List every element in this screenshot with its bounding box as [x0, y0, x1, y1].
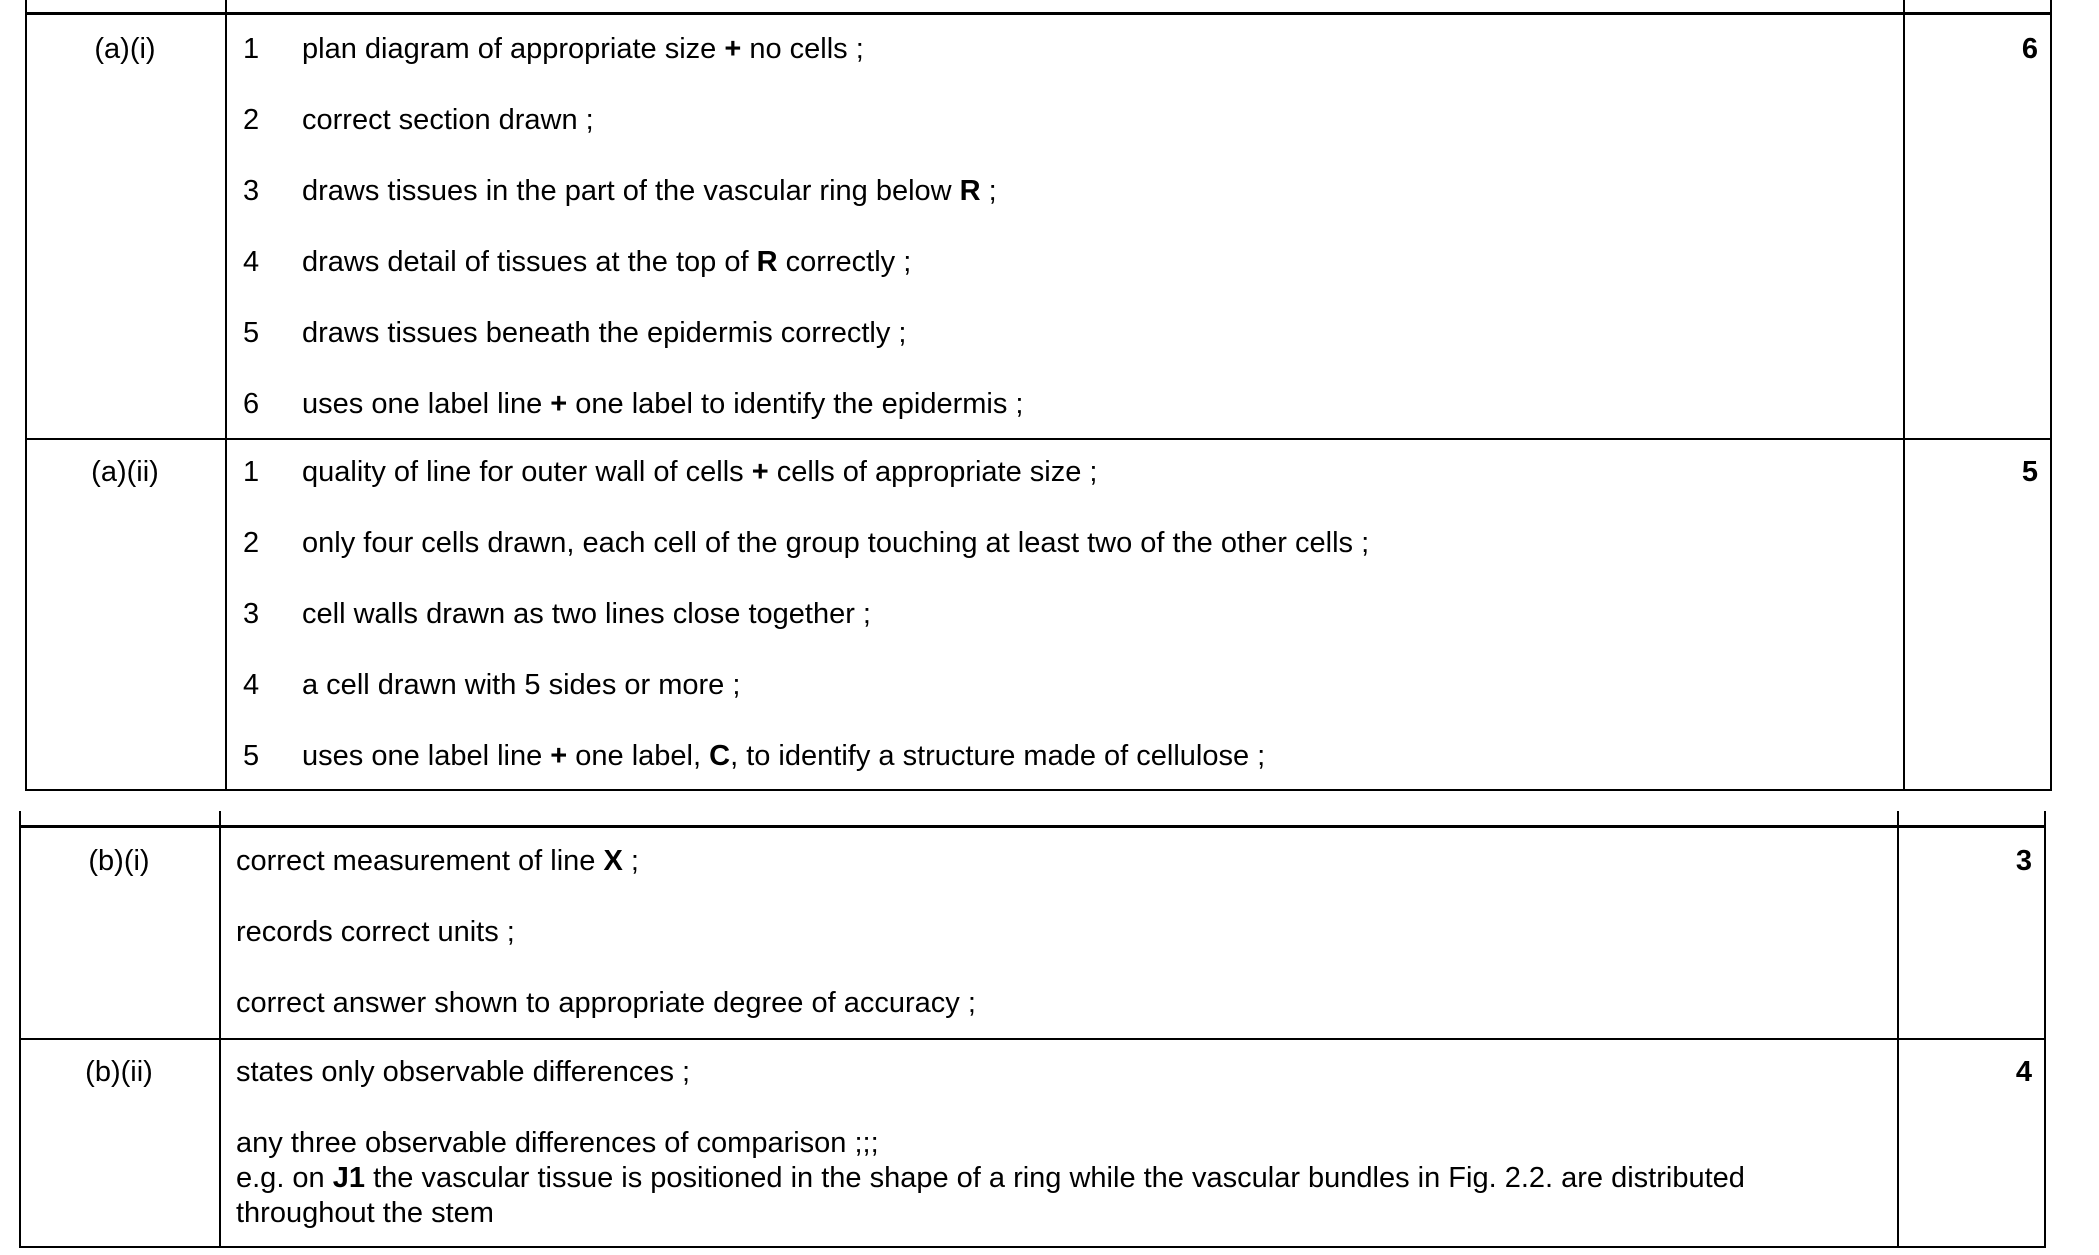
mark-point: plan diagram of appropriate size + no cells ;	[302, 33, 864, 65]
table-top-rule	[19, 825, 2046, 828]
point-number: 2	[243, 527, 260, 559]
mark-point: uses one label line + one label to identify the epidermis ;	[302, 388, 1024, 420]
point-number: 2	[243, 104, 260, 136]
point-number: 4	[243, 246, 260, 278]
mark-point: draws detail of tissues at the top of R correctly ;	[302, 246, 912, 278]
mark-point: quality of line for outer wall of cells + cells of appropriate size ;	[302, 456, 1098, 488]
mark-value: 6	[2021, 33, 2038, 65]
mark-scheme-table-b	[19, 811, 2046, 1248]
mark-point: correct answer shown to appropriate degree of accuracy ;	[236, 987, 976, 1019]
mark-value: 3	[2015, 845, 2032, 877]
mark-value: 5	[2021, 456, 2038, 488]
column-divider	[219, 811, 221, 1248]
mark-point: any three observable differences of comparison ;;;	[236, 1127, 879, 1159]
mark-point: correct section drawn ;	[302, 104, 594, 136]
point-number: 5	[243, 317, 260, 349]
point-number: 3	[243, 598, 260, 630]
row-divider	[21, 1038, 2044, 1040]
question-label: (b)(i)	[88, 845, 150, 877]
point-number: 6	[243, 388, 260, 420]
row-divider	[27, 438, 2050, 440]
point-number: 4	[243, 669, 260, 701]
mark-point: states only observable differences ;	[236, 1056, 691, 1088]
mark-point: only four cells drawn, each cell of the group touching at least two of the other cells ;	[302, 527, 1370, 559]
column-divider	[225, 0, 227, 791]
mark-point: correct measurement of line X ;	[236, 845, 639, 877]
mark-scheme-table-a	[25, 0, 2052, 791]
point-number: 3	[243, 175, 260, 207]
mark-point: records correct units ;	[236, 916, 515, 948]
mark-point: a cell drawn with 5 sides or more ;	[302, 669, 741, 701]
mark-point: e.g. on J1 the vascular tissue is positioned in the shape of a ring while the vascular bundles in Fig. 2.2. are distributed	[236, 1162, 1745, 1194]
point-number: 1	[243, 456, 260, 488]
mark-value: 4	[2015, 1056, 2032, 1088]
column-divider	[1903, 0, 1905, 791]
question-label: (a)(i)	[94, 33, 156, 65]
question-label: (a)(ii)	[91, 456, 159, 488]
table-top-rule	[25, 12, 2052, 15]
mark-point: draws tissues beneath the epidermis correctly ;	[302, 317, 907, 349]
mark-point: throughout the stem	[236, 1197, 494, 1229]
mark-point: uses one label line + one label, C, to identify a structure made of cellulose ;	[302, 740, 1266, 772]
column-divider	[1897, 811, 1899, 1248]
point-number: 1	[243, 33, 260, 65]
question-label: (b)(ii)	[85, 1056, 153, 1088]
mark-point: draws tissues in the part of the vascular ring below R ;	[302, 175, 997, 207]
mark-point: cell walls drawn as two lines close together ;	[302, 598, 871, 630]
point-number: 5	[243, 740, 260, 772]
